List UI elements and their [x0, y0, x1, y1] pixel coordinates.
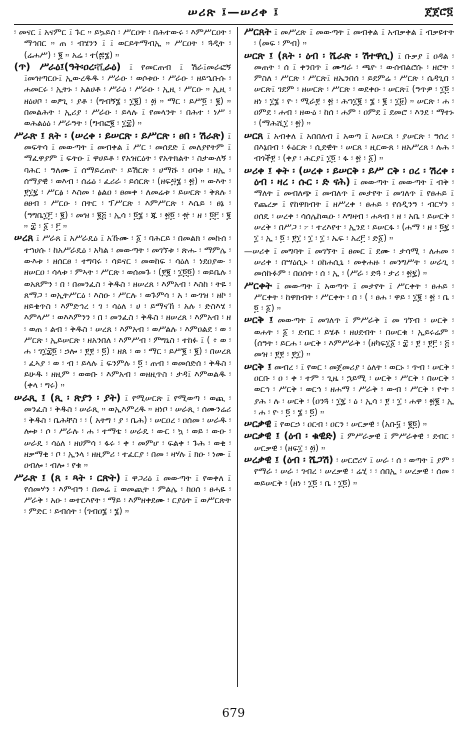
right-column [244, 27, 454, 692]
entry-definition: ፤ መሥረጽ ፤ መውጣት ፤ መብቀል ፤ አብቃቀል ፤ ብቃዩተት ፡ (መፍ ፡ ምብ) ። [254, 27, 454, 49]
entry-headword: ሥርቀት [244, 280, 272, 292]
entry-definition: መብረ ፡ ፤ የወር ፡ መጀመሪያ ፡ ዕለት ፡ ወርኑ ፡ ጥብ ፡ ሠርቅ ፡ ዐርቡ ፡ ዐ ፡ ቀ ፡ ተም ፡ ጊዜ ፡ ኋይሚ ፡ ሠርቅ ፡ ሥርቅ ፡ በሠርቅ ፡ ወርኅ ፡ ሥርቅ ፡ ወርኅ ፡ ዘሐማ ፡ ሥራቅ ፡ ውብ ፡ ሥርቅ ፡ ዮት ፡ ያሕ ፡ ሉ ፡ ሠርቅ ፡ (ዐንጓ ፡ ፲፯ ፡ ዕ ፡ ኢሳ ፡ ፻ ፡ ፲ ፡ ሐዋ ፡ ፳፪ ፡ ኢ ፡ ሐ ፡ ዮ ፡ ፬ ፡ ፮ ፡ ፬) ። [254, 361, 454, 417]
dictionary-entry [244, 166, 454, 245]
entry-definition: ፡ ሠርሮሪሃ ፤ ሠራ ፡ ሰ ፡ ወጣት ፤ ያም ፡ የማራ ፡ ሠራ ፡ ገብረ ፡ ሠረቃዊ ፡ ሬሂ ፡ ፡ ሰበኢ ፡ ሠረቃዊ ፡ ሰመ ፡ ወይሠርቅ ፡ (ዘነ ፡ ፲፬ ፡ ቤ ፡ ፲፬) ። [254, 454, 454, 488]
entry-definition: ፤ አብቀለ ፤ አበበለብ ፤ አወጣ ፤ አሠርጸ ፡ ያሠርጽ ፡ ዓሰረ ፡ በእኔበብ ፡ ፉዕርጽ ፡ ሲደዊት ፡ ሠርጸ ፡ ዚርውጸ ፡ ዘአሥረጸ ፡ ሉሕ ፡ ብጎች፻ ፡ (ቀያ ፡ ሕርያ፤ ፲፬ ፡ ፋ ፡ ፳ ፡ ፩) ። [254, 130, 454, 164]
page-number-geez: ጀጀሮ፬ [424, 5, 453, 18]
entry-definition: ፤ ሥራጸ ፤ አሥራዴዕ ፤ አኹሙ ፡ ፩ ፡ ባሕርይ ፡ በመልክ ፡ መኩሰ ፡ ተኀሀሱ ፡ ከአሥራዴዕ ፡ አካል ፡ መውጣት ፡ መገኘቱ ፡ ጽሑ ፡ ማምሌ ፡ ውእቱ ፡ ዘሰርፀ ፡ ተግባሩ ፡ ሳይናር ፡ መወከፍ ፡ ሳዕለ ፡ ነደዐያው ፡ ዘሠርዐ ፡ ሳላቱ ፡ ምኣት ፡ ሥርጽ ፡ ወሰመጉ ፡ (፻፪ ፡ ፲፬፬) ፡ ወይቤሉ ፡ ወአጸምን ፡ በ ፡ በመንፈስ ፡ ቅዱስ ፡ ዘሠረጸ ፡ እምአብ ፡ እስከ ፡ ትዬ ፡ ጸማጋ ፡ ወኢትሥርዕ ፡ እስዑ ፡ ሥርሉ ፡ ወጉምሳ ፡ አ ፡ ውገዝ ፡ ዘኮ ፡ ዘይቄጥስ ፡ እምድኅረ ፡ ገ ፡ ሳዕለ ፡ ሀ ፡ ይማናኸ ፡ አሉ ፡ ድስእሄ ፡ እምላሥ ፡ ወእእምንን ፡ በ ፡ መንፈስ ፡ ቅዱስ ፡ ዘሠረጸ ፡ እምአብ ፡ ዘ ፡ ወጠ ፡ ልብ ፡ ቅዱስ ፡ ሠረጸ ፡ እምአብ ፡ ወሥልሉ ፡ እምዐልደ ፡ ወ ፡ ሥርጽ ፡ ኢይሠርጽ ፡ ዘአንበለ ፡ እምሥብ ፡ ምግኒስ ፡ ተከፉ ፤ ( ፥ ወ ፡ ሐ ፡ ገ፲፰፬ ፡ ኃሎ ፡ ፻፻ ፡ ፬) ፡ ዘጰ ፡ ወ ፡ ማር ፡ ይሥ፪ ፡ ፪) ፡ በሠረጸ ፡ ፈኣያ ፡ ወ ፡ ብ ፡ ይላሉ ፤ ፍንምሉ ፡ ፬ ፡ ጠብ ፡ ወመሰድሰ ፡ ቅዱስ ፡ ይሁዱ ፡ ዘዚም ፡ ወወቡ ፡ እምአብ ፡ ወዘዚጥስ ፡ ታዳ፤ እምወልዱ ፡ (ቀላ ፡ ግሩ) ። [24, 233, 231, 391]
entry-headword: ሥራጽ ፤ ጸት ፡ (ሠረቀ ፡ ይሠርጽ ፡ ይሥርጽ ፡ ፀበ ፡ ሽራጽ) [14, 130, 225, 142]
entry-definition: ፤ የመርጠብ ፤ ሽራ፤መራፎኝ ፤መዝጣርዑ፤ ኢውረዱዱ ፡ ሥራዑ ፡ ወሶቱዑ ፡ ሥራዑ ፡ ዘይኄቡሱ ፡ ሐመርሩ ፡ ኢትኑ ፡ አልሀቶ ፡ ሥራዕ ፡ ሥራዑ ፡ ኢዚ ፡ ሥርዑ ። ኢዚ ፡ ዘዕሀቦ ፡ ወፆጊ ፡ ያቶ ፡ (ግብኝ፮ ፡ ፲፪) ፡ ፴ ። ማር ፡ ይሥ፬ ፡ ፪) ። በመልሕት ፡ ኢሪያ ፡ ሥራዑ ፡ ይላሉ ፤ የመላንት ፡ በሕተ ፡ ነሥ ፡ ወሕልዕዕ ፡ ሥራዓት ፡ (ግብፎ፪ ፡ ፲፰) ። [24, 61, 231, 129]
left-column [14, 27, 231, 692]
dictionary-entry [14, 393, 231, 472]
dictionary-entry [14, 233, 231, 391]
dictionary-entry [244, 281, 454, 315]
dictionary-entry [244, 362, 454, 418]
dictionary-entry [244, 27, 454, 50]
dictionary-entry [244, 51, 454, 130]
entry-definition: ፤ ቡቃያ ፤ ዐዳል ፡ መጠት ፡ ሰ ፤ ቀንበጥ ፤ ሙግራ ፡ ጫዮ ፡ ውሰብልሮሱ ፡ ዘሮት ፡ ምስለ ፡ ሥርጽ ፡ ሥርጽ፤ ዘኤንበሰ ፡ ይደምሬ ፡ ሥርጽ ፡ ሴዳጊበ ፡ ሠርጽ፤ ገደም ፡ ዘሠርጽ ፡ ሥርጽ ፡ ወደቀዑ ፡ ሠርጽ፤ (ዓጥዎ ፡ ፲፬ ፡ ዘነ ፡ ፲፮ ፡ ዮ ፡ ሚራ፻ ፡ ፳ ፡ ሕኀ፲፪ ፡ ፮ ፡ ፪ ፡ ፲፱) ። ሠርጽ ፡ ሐ ፡ ዐምደ ፡ ሐብ ፡ ዘውዕ ፡ ከሰ ፡ ሐም ፡ ዐምደ ፤ ደመሮ ፡ እንደ ፡ ማተኑ ፡ (ማሕሺ፲ ፡ ፳) ። [254, 50, 454, 129]
entry-definition: ፤ መውጣት ፤ መውጣት ፤ ብቅ ፡ ማለት ፤ መብለጭ ፤ መብለጥ ፤ መታየት ፤ መገለጥ ፤ የፀሐይ ፤ የጨረቃ ፤ የከዋክብት ፤ ዘሥረቀ ፡ ፀሐይ ፡ የሰዲንዓ ፡ ብርሃን ፡ ዐሰዴ ፡ ሠረቀ ፡ ሳሰሌከዉዑ ፡ እግዛብ ፡ ሐጻብ ፡ ዘ ፡ አቤ ፡ ይሠርቅ ፡ ሠረቅ ፡ በሥጋ ፡ ፦ ፡ ተረእየተ ፡ ኢንደ ፡ ይሠርፋ ፡ (ሐማ ፡ ዘ ፡ ፬፯ ፡ ፲ ፡ ኢ ፡ ፬ ፡ ፻፲ ፡ ፲ ፡ ፲ ፡ ኤፍ ፡ አረ፫ ፡ ድ፩) ። [254, 176, 454, 244]
entry-headword: ሠርቅ ፤ [244, 315, 274, 327]
entry-definition: ፤ የወርኃ ፡ ዐርብ ፡ ዐርን ፡ ሠርቃዊ ፡ (አቡ፶ ፡ ፪፬) ። [273, 419, 427, 430]
dictionary-entry [244, 131, 454, 165]
entry-headword: ሠርቃዊ [244, 419, 272, 431]
dictionary-entry [14, 27, 231, 61]
page-footer [0, 706, 467, 720]
entry-definition: ፤ መፍትሳ ፤ መውጣት ፤ መብቀል ፤ ሥር ፡ መሰደድ ፤ መለያየትም ፤ ማፈዋያም ፤ ፍትዑ ፤ ዋሀይቶ ፡ የአዝርዕት ፡ የአትክልት ፡ ስታውለኝ ፡ ባሕር ፡ ዓለሙ ፤ ሰማይረጠዮ ፡ ይሽርጽ ፡ ሀማሹ ፡ ዐባቱ ፡ ዘኢ ፡ ሰማያዊ ፡ ወእብ ፡ ሰሬዕ ፡ ፈሪራ ፡ ይሰርጽ ፡ (ዘፍ፵፮ ፡ ፳) ። ውእት ፡ ፻፲፯ ፡ ሥርፅ ፡ እስመ ፡ ፅልዐ ፡ ፀመቀ ፡ ለመሬቱ ፡ ይሠርጽ ፡ ቅጸሉ ፡ ፀፀብ ፡ ሥርዑ ፡ በትር ፡ ፕሥርጽ ፡ እምሥርጽ ፡ እሴይ ፡ ፀኔ ፡ (ዓግቤ፲፫ ፡ ፪) ፡ መዝ ፡ ፪፭ ፡ ኢሳ ፡ ፬፮ ፡ ጁ ፡ ፳፬ ፡ ፹ ፡ ዘ ፡ ፬፫ ፡ ፪ ። ፰ ፡ ፩ ፡ ፫ ። [24, 130, 231, 232]
dictionary-entry [244, 246, 454, 280]
page-header [14, 4, 453, 25]
entry-definition: ፤ የሚሠርጽ ፤ የሚወጣ ፡ ወጪ ፡ መንፈስ ፡ ቅዱስ ፡ ሠራጺ ። ወኢእምረዱ ። ዘነቦ ፡ ሠራጺ ፡ ሰሙንሬሪ ፡ ቅዱስ ፡ ቤሕቸስ ፡ ፡ ( አትግ ፡ ያ ፡ ቤሕ) ፡ ሠርዐረ ፡ ዐሰመ ፡ ሠራዱ ፡ ሎቱ ፡ ሶ ፡ ሥራሉ ፡ ሐ ፡ ተማቴ ፡ ሠራዴ ፡ ውር ፡ ኳ ፡ ወይ ፡ ውዑ ፡ ሠራዴ ፡ ሳዕለ ፡ ዘሀምሳ ፡ ፋሩ ፡ ቀ ፡ መምሆ ፡ ፍልቀ ፡ ጉሕ ፡ ወቂ ፡ ዘቃማቂ ፡ ቦ ፡ ኢንላ ፡ ዘዚምሪ ፡ ተፈርያ ፡ በመ ፡ ዛሃሉ ፤ ክዑ ፡ ነሙ ፤ ዐብሎ ፡ ብሎ ፡ የቁ ። [24, 392, 231, 471]
entry-definition: ፤ ዋጋሪዕ ፤ መውጣት ፤ የወቀለ ፤ የሰመሃን ፡ እምብዓ ፡ በመሬ ፤ ወመጪት ፡ ምልሌ ፡ ከዐሰ ፡ ፀሓዬ ፡ ሥራቅ ፡ አዑ ፡ ወተርእየት ፡ ማይ ፡ እምዘቀደሙ ፡ ርያዕት ፤ ወሥርጽት ፡ ምድር ፡ ይብሰት ፡ (ገብዐ፮ ፡ ፮) ። [24, 472, 231, 517]
entry-definition: ፤ መውጣት ፤ አወጣጥ ፤ መታየት ፤ ሥርቀት ፡ ፀሐይ ፡ ሥርቀት ፡ ከዋክብት ፡ ሥርቀት ፡ በ ፡ ( ፡ ፀሐ ፡ ዋይ ፡ ፲፪ ፡ ፳ ፡ ቤ ፡ ፬ ፡ ፩) ። [254, 280, 454, 314]
entry-headword: ሥርጸት [244, 27, 272, 38]
entry-definition: —ሠሪቀ ፤ መግባት ፤ መገኘት ፤ ፀመር ፤ ደሙ ፡ ታሳሚ ፡ ለሐመ ፡ ሠሪቀ ፡ በሣዕሲኑ ፡ ዐከሐሲኒ ፡ መቀሐዙ ፡ መንግሥት ፡ ሠራጊ ፡ መሰኩፉም ፡ በዐሰት ፡ ሰ ፡ ኢ ፡ (ሥራ ፡ ድጓ ፡ ታሪ ፡ ፳፯) ። [244, 245, 454, 279]
entry-headword: ሠሪቀ ፤ ቀት ፡ (ሠረቀ ፡ ይሠርቅ ፡ ይሥ ርቅ ፡ ዐረ ፡ ሽረቀ ፡ ዕብ ፡ ዛረ ፡ ሱር ፡ ድ ናሕ) [244, 165, 454, 188]
entry-headword: (ጥ) ሥራዕ፤(ዓት፡ዐረ፡ሺራዕ) [14, 61, 121, 73]
running-head: ሠሪጽ ፤—ሠሪቀ ፤ [187, 5, 280, 19]
entry-definition: ፤ ምሥራቃዊ ፤ ምሥራቀዊ ፡ ደብር ፡ ሠርቃዊ ፡ (ዘፍ፲ ፡ ፴) ። [254, 431, 454, 453]
entry-headword: ሥራጽ ፤ (ጸ ፡ ጻት ፡ ርጽት) [14, 472, 121, 484]
page-number: 679 [222, 706, 245, 720]
entry-definition: ፡ መናር ፤ አናምር ፤ ጉር ። ይኴይስ ፡ ሥርዐት ፡ በሕተውሩ ፡ እምሥርዐት ፡ ማኅበር ። ጠ ፡ ብሄንን ፤ ፤ ወርይትማብኢ ። ሥርዐት ፡ ጓዲት ፡ (ሬሐሥ) ፡ ፪ ። አሬ ፡ ተ(፷፮) ። [14, 27, 231, 60]
entry-headword: ሠርጸ [244, 130, 264, 142]
entry-definition: መውጣት ፤ መገለጥ ፤ ምሥራቅ ፤ መ ገኘብ ፡ ሠርቅ ፡ ወሐት ፡ ፩ ፡ ደብር ፡ ይሄቶ ፡ ዘሀደብት ፡ በሠርቁ ፡ ኢይሩሬም ፡ (ሰዓት ፡ ይርሐ ፡ ሠርቅ ፡ እምሥራቅ ፡ (ዘካፍ፲፩ ፡ ፰ ፡ ፻ ፡ ፻፫ ፡ ፭ ፡ መዝ ፡ ፻፻ ፡ ፻፲) ። [254, 315, 454, 360]
dictionary-entry [244, 315, 454, 360]
dictionary-entry [14, 62, 231, 130]
entry-headword: ሠረጸ [14, 233, 34, 245]
dictionary-entry [14, 131, 231, 233]
entry-headword: ሠርቃዊ ፤ (ዕብ ፡ ቁዊድ) [244, 431, 337, 443]
dictionary-entry [14, 473, 231, 518]
entry-headword: ሠረቃዊ ፤ (ዕብ ፡ ሼጋሽ) [244, 454, 334, 466]
dictionary-entry [244, 419, 454, 430]
column-divider [237, 27, 238, 687]
dictionary-entry [244, 455, 454, 489]
entry-headword: ሠርቅ ፤ [244, 361, 272, 373]
entry-headword: ሠራጺ ፤ (ጺ ፡ ጽያን ፡ ያት) [14, 392, 121, 404]
dictionary-entry [244, 431, 454, 454]
entry-headword: ሠርጽ ፤ (ጸት ፡ ዕብ ፡ ሼራጽ ፡ ሽተዋሲ) [244, 50, 394, 62]
